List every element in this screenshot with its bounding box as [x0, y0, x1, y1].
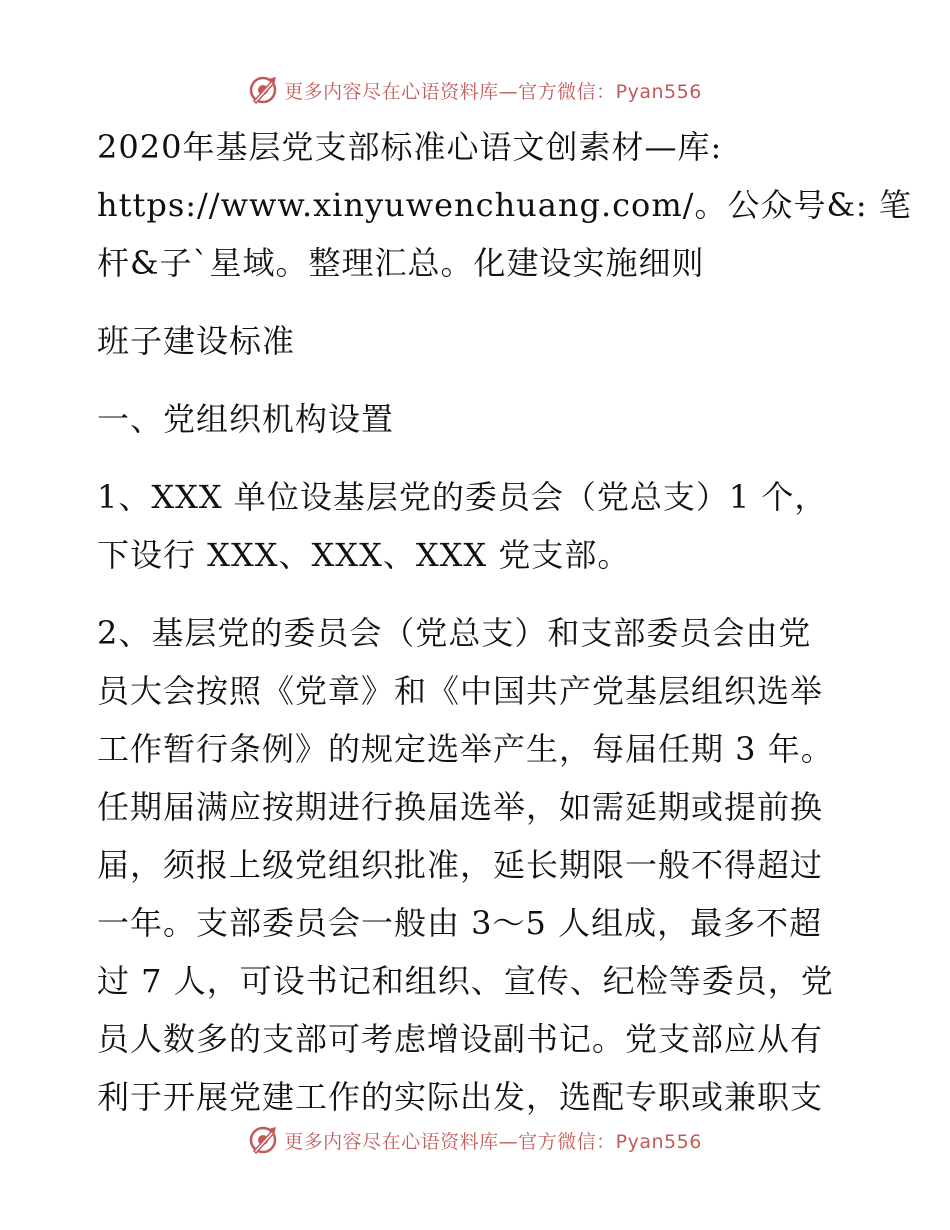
pen-logo-icon [248, 75, 278, 105]
banner-text: 更多内容尽在心语资料库—官方微信：Pyan556 [284, 80, 702, 103]
section-heading [97, 312, 857, 370]
banner-content [248, 1125, 702, 1155]
text-line: 过 7 人，可设书记和组织、宣传、纪检等委员，党 [97, 962, 834, 1000]
text-line: 一年。支部委员会一般由 3～5 人组成，最多不超 [97, 904, 823, 942]
pen-logo-icon [248, 1125, 278, 1155]
text-line: 2020年基层党支部标准心语文创素材—库: [97, 128, 723, 166]
text-line: 利于开展党建工作的实际出发，选配专职或兼职支 [97, 1078, 824, 1116]
text-line: 员人数多的支部可考虑增设副书记。党支部应从有 [97, 1020, 824, 1058]
text-line: https://www.xinyuwenchuang.com/。公众号&: 笔 [97, 186, 912, 224]
text-line: 届，须报上级党组织批准，延长期限一般不得超过 [97, 846, 824, 884]
text-line: 下设行 XXX、XXX、XXX 党支部。 [97, 536, 631, 574]
text-line: 工作暂行条例》的规定选举产生，每届任期 3 年。 [97, 730, 834, 768]
text-line: 任期届满应按期进行换届选举，如需延期或提前换 [97, 788, 824, 826]
header-watermark-banner [0, 70, 950, 110]
text-line: 杆&子`星域。整理汇总。化建设实施细则 [97, 244, 705, 282]
text-line: 2、基层党的委员会（党总支）和支部委员会由党 [97, 614, 812, 652]
footer-watermark-banner [0, 1120, 950, 1160]
item-2-paragraph [97, 604, 857, 1126]
banner-content [248, 75, 702, 105]
item-1-paragraph [97, 468, 857, 584]
document-body [97, 118, 912, 1126]
banner-text: 更多内容尽在心语资料库—官方微信：Pyan556 [284, 1130, 702, 1153]
heading-text: 一、党组织机构设置 [97, 400, 395, 438]
heading-text: 班子建设标准 [97, 322, 296, 360]
text-line: 1、XXX 单位设基层党的委员会（党总支）1 个， [97, 478, 828, 516]
text-line: 员大会按照《党章》和《中国共产党基层组织选举 [97, 672, 824, 710]
intro-paragraph [97, 118, 912, 292]
subsection-heading [97, 390, 857, 448]
